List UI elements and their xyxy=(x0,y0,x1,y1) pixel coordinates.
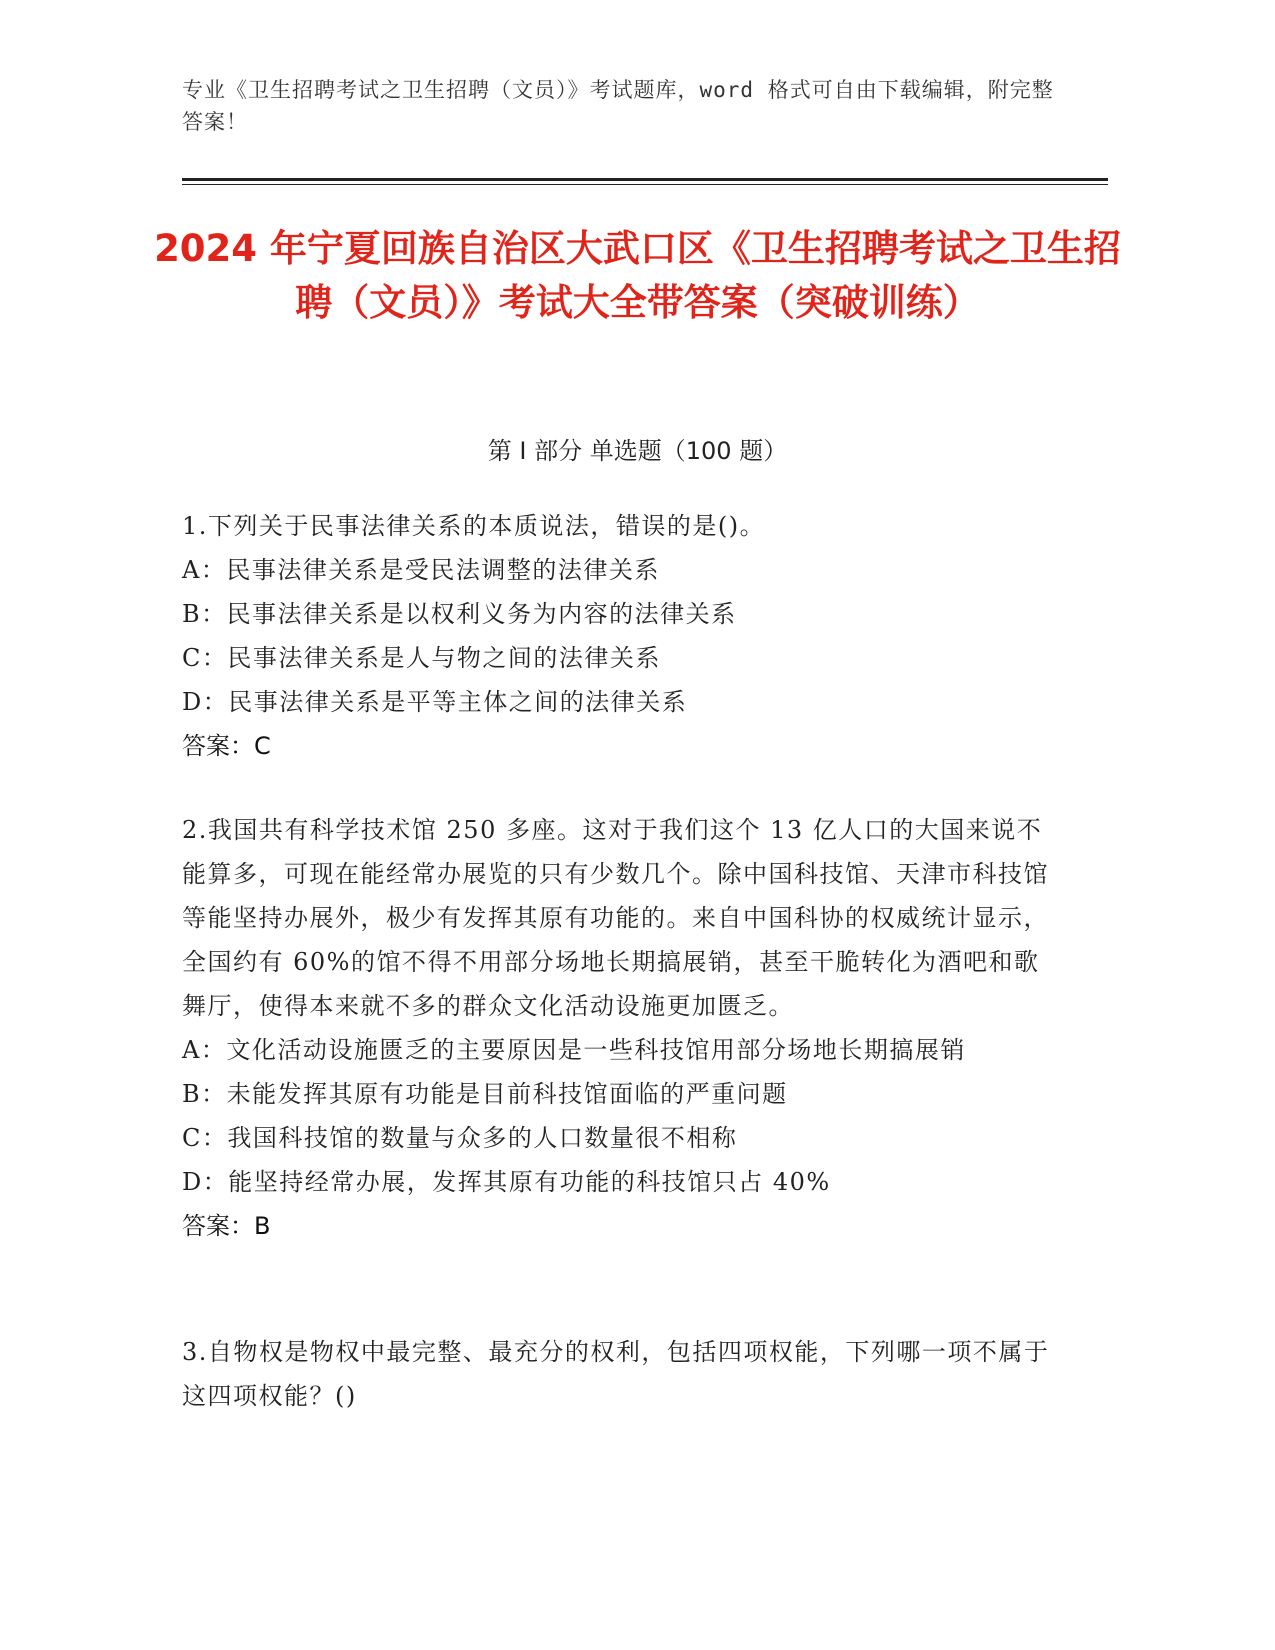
answer: 答案：B xyxy=(182,1212,271,1240)
option-a: A：民事法律关系是受民法调整的法律关系 xyxy=(182,556,660,584)
option-c: C：我国科技馆的数量与众多的人口数量很不相称 xyxy=(182,1124,738,1152)
question-stem: 3.自物权是物权中最完整、最充分的权利，包括四项权能，下列哪一项不属于这四项权能？() xyxy=(182,1338,1050,1410)
option-d: D：能坚持经常办展，发挥其原有功能的科技馆只占 40% xyxy=(182,1168,831,1196)
question-stem: 2.我国共有科学技术馆 250 多座。这对于我们这个 13 亿人口的大国来说不能算多，可现在能经常办展览的只有少数几个。除中国科技馆、天津市科技馆等能坚持办展外，极少有发挥其原有功能的。来自中国科协的权威统计显示，全国约有 60%的馆不得不用部分场地长期搞展销，甚至干脆转化为酒吧和歌舞厅，使得本来就不多的群众文化活动设施更加匮乏。 xyxy=(182,816,1049,1020)
header-rule-thin xyxy=(182,184,1108,185)
option-a: A：文化活动设施匮乏的主要原因是一些科技馆用部分场地长期搞展销 xyxy=(182,1036,966,1064)
option-d: D：民事法律关系是平等主体之间的法律关系 xyxy=(182,688,688,716)
question-stem: 1.下列关于民事法律关系的本质说法，错误的是()。 xyxy=(182,512,766,540)
option-b: B：民事法律关系是以权利义务为内容的法律关系 xyxy=(182,600,737,628)
header-note: 专业《卫生招聘考试之卫生招聘（文员）》考试题库，word 格式可自由下载编辑，附完整答案！ xyxy=(182,78,1054,134)
question-1 xyxy=(182,504,1062,768)
section-title: 第 I 部分 单选题（100 题） xyxy=(487,437,788,465)
question-2 xyxy=(182,808,1062,1248)
option-b: B：未能发挥其原有功能是目前科技馆面临的严重问题 xyxy=(182,1080,788,1108)
header-rule-thick xyxy=(182,178,1108,181)
question-3 xyxy=(182,1330,1062,1418)
document-title: 2024 年宁夏回族自治区大武口区《卫生招聘考试之卫生招聘（文员）》考试大全带答案（突破训练） xyxy=(154,227,1121,324)
answer: 答案：C xyxy=(182,732,271,760)
option-c: C：民事法律关系是人与物之间的法律关系 xyxy=(182,644,661,672)
